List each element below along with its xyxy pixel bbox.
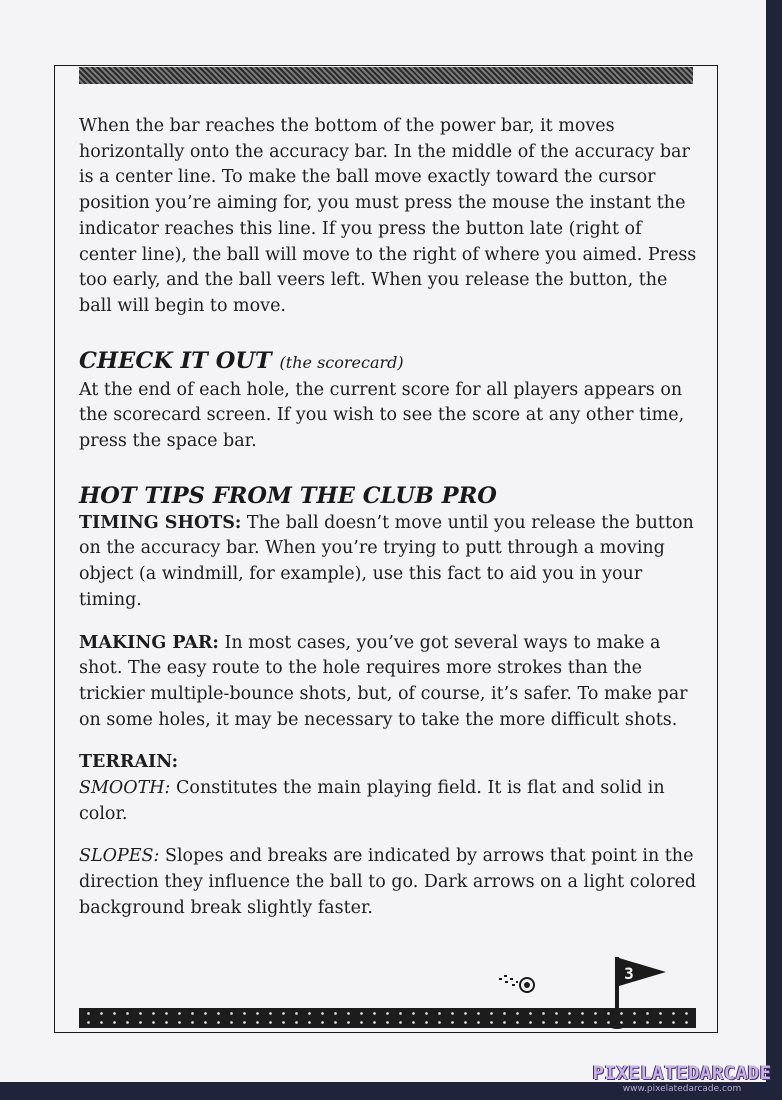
- watermark-logo-text: PIXELATEDARCADE: [592, 1062, 772, 1084]
- making-par-label: MAKING PAR:: [79, 632, 219, 653]
- smooth-text: Constitutes the main playing field. It is flat and solid in color.: [79, 778, 665, 824]
- slopes-text: Slopes and breaks are indicated by arrows that point in the direction they influence the ball to go. Dark arrows on a light colored background break slightly faster.: [79, 846, 697, 918]
- timing-shots-text: The ball doesn’t move until you release the button on the accuracy bar. When you’re trying to putt through a moving object (a windmill, for example), use this fact to aid you in your timing.: [79, 512, 694, 610]
- slopes-paragraph: [79, 844, 697, 921]
- check-it-out-heading: [79, 346, 697, 378]
- smooth-paragraph: [79, 776, 697, 827]
- intro-paragraph: When the bar reaches the bottom of the power bar, it moves horizontally onto the accuracy bar. In the middle of the accuracy bar is a center line. To make the ball move exactly toward the cursor position you’re aiming for, you must press the mouse the instant the indicator reaches this line. If you press the button late (right of center line), the ball will move to the right of where you aimed. Press too early, and the ball veers left. When you release the button, the ball will begin to move.: [79, 116, 697, 316]
- bottom-decorative-bar: [79, 1008, 696, 1028]
- check-paragraph: At the end of each hole, the current score for all players appears on the scorecard screen. If you wish to see the score at any other time, press the space bar.: [79, 379, 685, 452]
- slopes-term: SLOPES:: [79, 846, 160, 867]
- watermark: [582, 1062, 782, 1095]
- check-heading-subtitle: (the scorecard): [279, 352, 404, 372]
- terrain-label: TERRAIN:: [79, 752, 179, 773]
- hot-tips-heading: HOT TIPS FROM THE CLUB PRO: [79, 482, 497, 509]
- page-content: [79, 114, 697, 922]
- top-decorative-bar: [79, 67, 693, 84]
- making-par-paragraph: [79, 631, 697, 734]
- making-par-text: In most cases, you’ve got several ways to make a shot. The easy route to the hole requires more strokes than the trickier multiple-bounce shots, but, of course, it’s safer. To make par on some holes, it may be necessary to take the more difficult shots.: [79, 632, 688, 730]
- check-heading-title: CHECK IT OUT: [79, 347, 272, 374]
- smooth-term: SMOOTH:: [79, 778, 171, 799]
- hole-number: 3: [624, 964, 634, 983]
- timing-shots-label: TIMING SHOTS:: [79, 512, 242, 533]
- watermark-url: www.pixelatedarcade.com: [622, 1084, 742, 1094]
- rolling-ball-icon: [497, 970, 539, 996]
- timing-shots-paragraph: [79, 511, 697, 614]
